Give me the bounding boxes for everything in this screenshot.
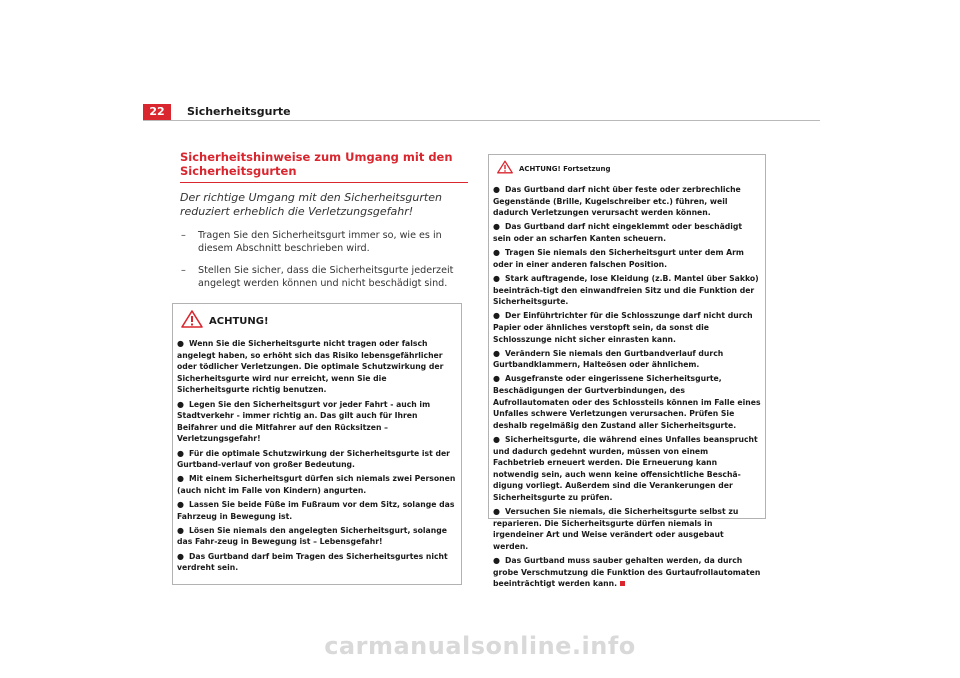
instruction-text: Stellen Sie sicher, dass die Sicherheitsgurte jederzeit angelegt werden können und nicht beschädigt sind. xyxy=(198,265,454,289)
warning-item xyxy=(177,499,457,522)
bullet-icon: ● xyxy=(177,339,184,348)
warning-item-text: Ausgefranste oder eingerissene Sicherheitsgurte, Beschädigungen der Gurtverbindungen, des Aufrollautomaten oder des Schlossteils können im Falle eines Unfalles schwere Verletzungen verursachen. Prüfen Sie deshalb regelmäßig den Zustand aller Sicherheitsgurte. xyxy=(493,374,761,430)
right-column xyxy=(488,154,766,589)
warning-item xyxy=(177,525,457,548)
warning-item xyxy=(493,273,761,308)
bullet-icon: ● xyxy=(177,500,184,510)
warning-item-text: Der Einführtrichter für die Schlosszunge darf nicht durch Papier oder ähnliches verstopft sein, da sonst die Schlosszunge nicht sicher einrasten kann. xyxy=(493,311,753,344)
warning-item xyxy=(177,551,457,574)
instruction-list xyxy=(180,229,468,290)
warning-item-text: Mit einem Sicherheitsgurt dürfen sich niemals zwei Personen (auch nicht im Falle von Kindern) angurten. xyxy=(177,474,456,495)
page-number: 22 xyxy=(143,104,171,120)
warning-list xyxy=(177,338,457,574)
bullet-icon: ● xyxy=(493,435,500,445)
warning-box xyxy=(172,303,462,585)
warning-triangle-icon xyxy=(497,159,513,178)
warning-item xyxy=(177,338,457,396)
warning-item-text: Wenn Sie die Sicherheitsgurte nicht tragen oder falsch angelegt haben, so erhöht sich das Risiko lebensgefährlicher oder tödlicher Verletzungen. Die optimale Schutzwirkung der Sicherheitsgurte wird nur erreicht, wenn Sie die Sicherheitsgurte richtig benutzen. xyxy=(177,339,444,395)
warning-continued-header xyxy=(493,159,761,178)
bullet-icon: ● xyxy=(177,525,184,535)
warning-item-text: Das Gurtband darf nicht eingeklemmt oder beschädigt sein oder an scharfen Kanten scheuern. xyxy=(493,222,743,243)
instruction-text: Tragen Sie den Sicherheitsgurt immer so, wie es in diesem Abschnitt beschrieben wird. xyxy=(198,230,442,254)
bullet-icon: ● xyxy=(177,399,184,409)
section-end-marker xyxy=(620,581,625,586)
warning-item xyxy=(177,448,457,471)
warning-item-text: Legen Sie den Sicherheitsgurt vor jeder Fahrt - auch im Stadtverkehr - immer richtig an. Das gilt auch für Ihren Beifahrer und die Mitfahrer auf den Rücksitzen – Verletzungsgefahr! xyxy=(177,399,431,444)
warning-continued-label: ACHTUNG! Fortsetzung xyxy=(519,164,611,173)
warning-item xyxy=(493,310,761,345)
warning-item xyxy=(493,506,761,552)
warning-item xyxy=(177,399,457,445)
warning-item-text: Lassen Sie beide Füße im Fußraum vor dem Sitz, solange das Fahrzeug in Bewegung ist. xyxy=(177,500,455,521)
page-title: Sicherheitsgurte xyxy=(187,105,291,118)
instruction-item xyxy=(180,229,468,255)
bullet-icon: ● xyxy=(493,556,500,566)
warning-item-text: Tragen Sie niemals den Sicherheitsgurt unter dem Arm oder in einer anderen falschen Position. xyxy=(493,248,744,269)
warning-item xyxy=(493,373,761,431)
warning-item xyxy=(493,348,761,371)
bullet-icon: ● xyxy=(493,248,500,258)
warning-item xyxy=(493,555,761,590)
bullet-icon: ● xyxy=(493,311,500,321)
warning-item-text: Das Gurtband darf beim Tragen des Sicherheitsgurtes nicht verdreht sein. xyxy=(177,551,448,573)
bullet-icon: ● xyxy=(493,348,500,358)
section-heading: Sicherheitshinweise zum Umgang mit den Sicherheitsgurten xyxy=(180,150,468,183)
warning-item-text: Für die optimale Schutzwirkung der Sicherheitsgurte ist der Gurtband-verlauf von großer Bedeutung. xyxy=(177,448,450,470)
warning-item-text: Das Gurtband darf nicht über feste oder zerbrechliche Gegenstände (Brille, Kugelschreiber etc.) führen, weil dadurch Verletzungen verursacht werden können. xyxy=(493,185,741,218)
header-divider xyxy=(143,120,820,121)
bullet-icon: ● xyxy=(493,273,500,283)
bullet-icon: ● xyxy=(177,551,184,561)
warning-item-text: Versuchen Sie niemals, die Sicherheitsgurte selbst zu reparieren. Die Sicherheitsgurte dürfen niemals in irgendeiner Art und Weise verändert oder ausgebaut werden. xyxy=(493,507,739,551)
warning-item xyxy=(177,473,457,496)
warning-continued-box xyxy=(488,154,766,589)
warning-header xyxy=(177,310,457,332)
instruction-item xyxy=(180,264,468,290)
warning-item xyxy=(493,247,761,270)
intro-text: Der richtige Umgang mit den Sicherheitsgurten reduziert erheblich die Verletzungsgefahr! xyxy=(180,191,442,218)
warning-item-text: Lösen Sie niemals den angelegten Sicherheitsgurt, solange das Fahr-zeug in Bewegung ist – Lebensgefahr! xyxy=(177,525,447,547)
watermark: carmanualsonline.info xyxy=(324,632,636,660)
left-column xyxy=(177,150,468,585)
warning-continued-list xyxy=(493,184,761,590)
warning-item-text: Das Gurtband muss sauber gehalten werden, da durch grobe Verschmutzung die Funktion des Gurtaufrollautomaten beeinträchtigt werden kann. xyxy=(493,556,761,589)
bullet-icon: ● xyxy=(177,448,184,458)
warning-item xyxy=(493,221,761,244)
bullet-icon: ● xyxy=(493,507,500,517)
warning-item xyxy=(493,434,761,504)
warning-item-text: Verändern Sie niemals den Gurtbandverlauf durch Gurtbandklammern, Halteösen oder ähnlichem. xyxy=(493,348,724,370)
bullet-icon: ● xyxy=(177,474,184,484)
bullet-icon: ● xyxy=(493,185,500,194)
warning-item xyxy=(493,184,761,219)
bullet-icon: ● xyxy=(493,222,500,232)
warning-triangle-icon xyxy=(181,310,203,332)
warning-item-text: Stark auftragende, lose Kleidung (z.B. Mantel über Sakko) beeinträch-tigt den einwandfreien Sitz und die Funktion der Sicherheitsgurte. xyxy=(493,273,759,307)
list-dash: – xyxy=(181,230,186,241)
list-dash: – xyxy=(181,265,186,276)
warning-item-text: Sicherheitsgurte, die während eines Unfalles beansprucht und dadurch gedehnt wurden, müssen von einem Fachbetrieb erneuert werden. Die Erneuerung kann notwendig sein, auch wenn keine offensichtliche Beschä-digung vorliegt. Außerdem sind die Verankerungen der Sicherheitsgurte zu prüfen. xyxy=(493,435,758,502)
warning-label: ACHTUNG! xyxy=(209,315,269,327)
bullet-icon: ● xyxy=(493,374,500,384)
